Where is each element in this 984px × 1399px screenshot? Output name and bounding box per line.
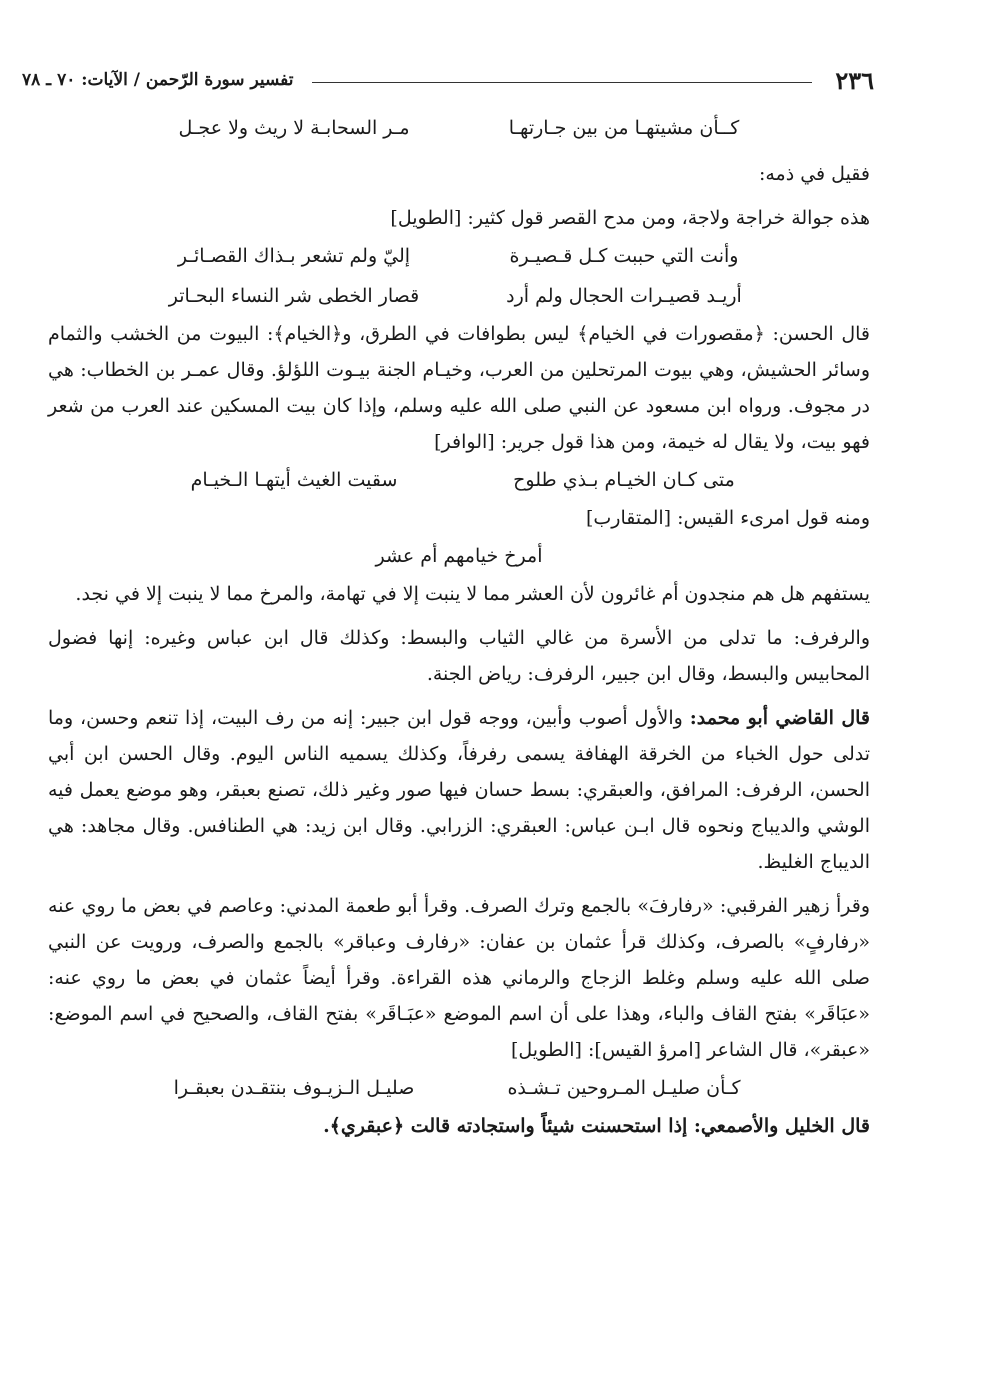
- header-rule: [312, 82, 812, 83]
- paragraph: هذه جوالة خراجة ولاجة، ومن مدح القصر قول كثير: [الطويل]: [390, 207, 870, 229]
- verse-hemistich: صليـل الـزيـوف بنتقـدن بعبقـرا: [173, 1077, 415, 1099]
- verse-hemistich: كــأن مشيتهـا من بين جـارتهـا: [508, 117, 740, 139]
- paragraph-text: والأول أصوب وأبين، ووجه قول ابن جبير: إنه من رف البيت، إذا تنعم وحسن، وما تدلى حول الخباء من الخرقة الهفافة يسمى رفرفاً، وكذلك يسميه الناس اليوم. وقال الحسن ابن أبي الحسن، الرفرف: المرافق، والعبقري: بسط حسان فيها صور وغير ذلك، تصنع بعبقر، وهو موضع يعمل فيه الوشي والديباج ونحوه قال ابـن عباس: العبقري: الزرابي. وقال ابن زيد: هي الطنافس. وقال مجاهد: هي الديباج الغليظ.: [48, 707, 870, 873]
- paragraph: والرفرف: ما تدلى من الأسرة من غالي الثياب والبسط: وكذلك قال ابن عباس وغيره: إنها فضول المحابيس والبسط، وقال ابن جبير، الرفرف: رياض الجنة.: [48, 627, 870, 685]
- verse-hemistich: كـأن صليـل المـروحين تـشـذه: [507, 1077, 741, 1099]
- paragraph: ومنه قول امرىء القيس: [المتقارب]: [586, 507, 870, 529]
- verse-hemistich: مـر السحابـة لا ريث ولا عجـل: [178, 117, 410, 139]
- paragraph: [48, 700, 870, 880]
- verse-hemistich: قصار الخطى شر النساء البحـاتر: [168, 285, 420, 307]
- verse-line: [48, 276, 870, 316]
- verse-line: [48, 236, 870, 276]
- page-header: [22, 64, 874, 98]
- page-number: ٢٣٦: [835, 66, 874, 95]
- verse-line: [48, 108, 870, 148]
- paragraph: وقرأ زهير الفرقبي: «رفارفَ» بالجمع وترك الصرف. وقرأ أبو طعمة المدني: وعاصم في بعض ما روي عنه «رفارفٍ» بالصرف، وكذلك قرأ عثمان بن عفان: «رفارف وعباقر» بالجمع والصرف، ورويت عن النبي صلى الله عليه وسلم وغلط الزجاج والرماني هذه القراءة. وقرأ أيضاً عثمان في بعض ما روي عنه: «عبَاقَر» بفتح القاف والباء، وهذا على أن اسم الموضع «عبَـاقَر» بفتح القاف، والصحيح في اسم الموضع: «عبقر»، قال الشاعر [امرؤ القيس]: [الطويل]: [48, 895, 870, 1061]
- verse-hemistich: أريـد قصيـرات الحجال ولم أرد: [506, 285, 742, 307]
- verse-single: أمرخ خيامهم أم عشر: [375, 545, 543, 567]
- bold-lead: قال القاضي أبو محمد:: [689, 707, 870, 729]
- verse-hemistich: متى كـان الخيـام بـذي طلوح: [513, 469, 735, 491]
- paragraph: فقيل في ذمه:: [758, 163, 870, 185]
- page-body: [48, 108, 870, 1144]
- running-title: تفسير سورة الرّحمن / الآيات: ٧٠ ـ ٧٨: [22, 70, 294, 90]
- verse-hemistich: وأنت التي حببت كـل قـصيـرة: [509, 245, 739, 267]
- verse-hemistich: سقيت الغيث أيتهـا الـخيـام: [190, 469, 398, 491]
- paragraph: يستفهم هل هم منجدون أم غائرون لأن العشر مما لا ينبت إلا في تهامة، والمرخ مما لا ينبت إلا في نجد.: [75, 583, 870, 605]
- paragraph: قال الخليل والأصمعي: إذا استحسنت شيئاً واستجادته قالت ﴿عبقري﴾.: [323, 1115, 870, 1137]
- verse-hemistich: إليّ ولم تشعر بـذاك القصـائـر: [177, 245, 411, 267]
- paragraph: قال الحسن: ﴿مقصورات في الخيام﴾ ليس بطوافات في الطرق، و﴿الخيام﴾: البيوت من الخشب والثمام وسائر الحشيش، وهي بيوت المرتحلين من العرب، وخيـام الجنة بيـوت اللؤلؤ. وقال عمـر بن الخطاب: هي در مجوف. ورواه ابن مسعود عن النبي صلى الله عليه وسلم، وإذا كان بيت المسكين عند العرب من شعر فهو بيت، ولا يقال له خيمة، ومن هذا قول جرير: [الوافر]: [48, 323, 870, 453]
- verse-line: [48, 460, 870, 500]
- verse-line: [48, 1068, 870, 1108]
